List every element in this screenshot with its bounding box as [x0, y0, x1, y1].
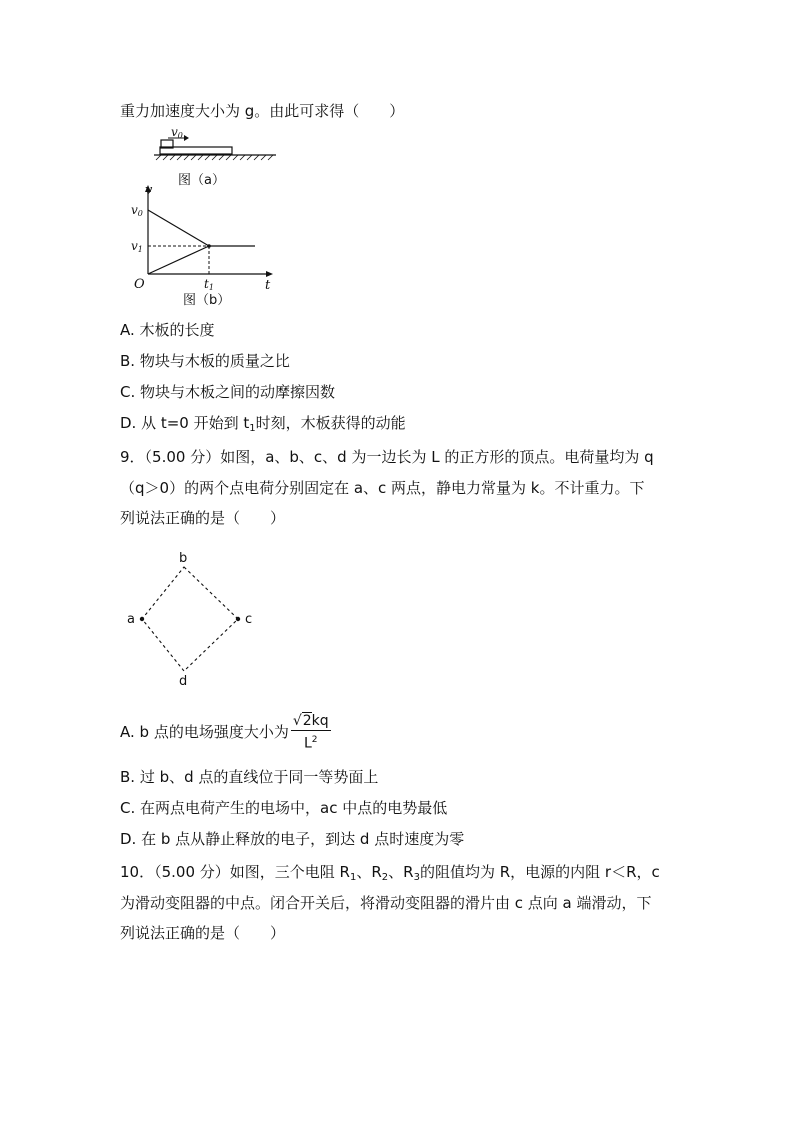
- q9-option-d: D. 在 b 点从静止释放的电子，到达 d 点时速度为零: [120, 830, 465, 848]
- q8-option-a: A. 木板的长度: [120, 321, 215, 339]
- figure-a: [150, 124, 290, 190]
- q8-option-c: C. 物块与木板之间的动摩擦因数: [120, 383, 336, 401]
- q9-stem-line1: 9．（5.00 分）如图，a、b、c、d 为一边长为 L 的正方形的顶点。电荷量均为 q: [120, 448, 654, 466]
- q9-option-c: C. 在两点电荷产生的电场中，ac 中点的电势最低: [120, 799, 448, 817]
- fig-b-axis-t: t: [265, 278, 271, 293]
- point-a-label: a: [127, 612, 135, 627]
- fig-b-v1: v1: [131, 239, 143, 254]
- point-d-label: d: [179, 674, 188, 689]
- figure-b: [131, 182, 283, 310]
- q9-square-figure: [120, 545, 270, 695]
- q10-stem-line3: 列说法正确的是（ ）: [120, 924, 286, 942]
- point-b-label: b: [179, 551, 188, 566]
- fig-a-v0-label: v0: [171, 125, 183, 140]
- q8-option-d: D. 从 t=0 开始到 $t_1$时刻，木板获得的动能: [120, 414, 406, 434]
- fig-b-axis-v: v: [145, 183, 153, 198]
- q9-stem-line2: （q＞0）的两个点电荷分别固定在 a、c 两点，静电力常量为 k。不计重力。下: [120, 479, 645, 497]
- point-c-label: c: [245, 612, 253, 627]
- fig-a-caption: 图（a）: [178, 173, 225, 188]
- q10-stem-line2: 为滑动变阻器的中点。闭合开关后，将滑动变阻器的滑片由 c 点向 a 端滑动，下: [120, 894, 652, 912]
- fig-b-caption: 图（b）: [183, 293, 231, 308]
- q9-stem-line3: 列说法正确的是（ ）: [120, 509, 286, 527]
- q10-stem-line1: 10．（5.00 分）如图，三个电阻 $R_1$、$R_2$、$R_3$的阻值均为 R，电源的内阻 r＜R，c: [120, 863, 660, 883]
- fig-b-v0: v0: [131, 203, 143, 218]
- q8-stem-tail: 重力加速度大小为 g。由此可求得（ ）: [120, 102, 405, 120]
- q8-option-b: B. 物块与木板的质量之比: [120, 352, 290, 370]
- q9-option-a: A. b 点的电场强度大小为 $\frac{√2kq}{L^2}$: [120, 713, 329, 752]
- field-strength-formula: $\frac{√2kq}{L^2}$: [292, 713, 329, 752]
- fig-b-origin: O: [134, 277, 145, 292]
- fig-b-t1: t1: [204, 277, 214, 292]
- q9-option-b: B. 过 b、d 点的直线位于同一等势面上: [120, 768, 379, 786]
